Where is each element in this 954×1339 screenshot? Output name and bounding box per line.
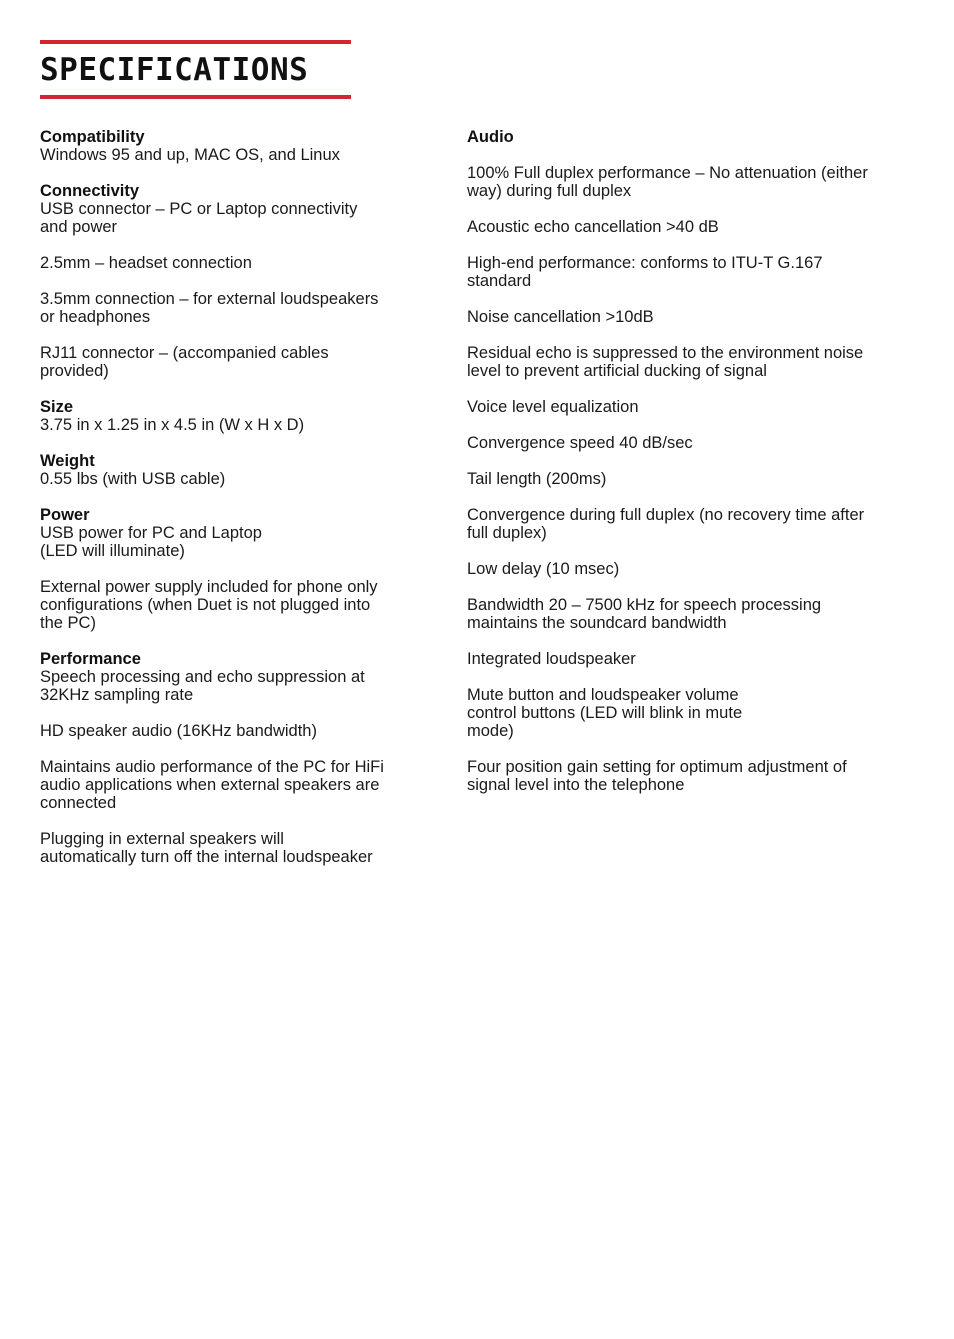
spec-item: 3.5mm connection – for external loudspeakers or headphones <box>40 290 379 326</box>
section-heading: Compatibility <box>40 128 145 146</box>
spec-item: Noise cancellation >10dB <box>467 308 654 326</box>
spec-item: Plugging in external speakers will automatically turn off the internal loudspeaker <box>40 830 373 866</box>
section-heading: Power <box>40 506 90 524</box>
header-bottom-rule <box>40 95 351 99</box>
spec-item: External power supply included for phone only configurations (when Duet is not plugged into the PC) <box>40 578 378 632</box>
spec-item: USB power for PC and Laptop (LED will illuminate) <box>40 524 262 560</box>
spec-item: High-end performance: conforms to ITU-T G.167 standard <box>467 254 823 290</box>
section-heading: Size <box>40 398 74 416</box>
spec-item: Bandwidth 20 – 7500 kHz for speech processing maintains the soundcard bandwidth <box>467 596 822 632</box>
spec-item: Voice level equalization <box>467 398 639 416</box>
right-column <box>467 128 907 812</box>
spec-item: Convergence during full duplex (no recovery time after full duplex) <box>467 506 865 542</box>
spec-item: Maintains audio performance of the PC for HiFi audio applications when external speakers are connected <box>40 758 384 812</box>
spec-section-weight <box>40 452 412 488</box>
section-heading: Connectivity <box>40 182 140 200</box>
section-heading: Audio <box>467 128 514 146</box>
spec-item: 0.55 lbs (with USB cable) <box>40 470 226 488</box>
spec-item: Windows 95 and up, MAC OS, and Linux <box>40 146 340 164</box>
spec-item: RJ11 connector – (accompanied cables provided) <box>40 344 329 380</box>
spec-section-size <box>40 398 412 434</box>
spec-section-performance <box>40 650 412 866</box>
spec-item: 100% Full duplex performance – No attenuation (either way) during full duplex <box>467 164 868 200</box>
spec-item: Acoustic echo cancellation >40 dB <box>467 218 719 236</box>
page-header <box>40 40 351 99</box>
spec-item: Four position gain setting for optimum adjustment of signal level into the telephone <box>467 758 847 794</box>
spec-item: Low delay (10 msec) <box>467 560 620 578</box>
spec-item: 3.75 in x 1.25 in x 4.5 in (W x H x D) <box>40 416 305 434</box>
spec-item: Residual echo is suppressed to the environment noise level to prevent artificial ducking of signal <box>467 344 864 380</box>
page-title: SPECIFICATIONS <box>40 52 309 88</box>
spec-item: Mute button and loudspeaker volume control buttons (LED will blink in mute mode) <box>467 686 743 740</box>
spec-item: Convergence speed 40 dB/sec <box>467 434 693 452</box>
spec-section-audio <box>467 128 907 794</box>
spec-item: 2.5mm – headset connection <box>40 254 252 272</box>
spec-item: Integrated loudspeaker <box>467 650 636 668</box>
section-heading: Weight <box>40 452 95 470</box>
spec-section-compatibility <box>40 128 412 164</box>
spec-section-connectivity <box>40 182 412 380</box>
spec-item: USB connector – PC or Laptop connectivity and power <box>40 200 358 236</box>
spec-section-power <box>40 506 412 632</box>
spec-item: HD speaker audio (16KHz bandwidth) <box>40 722 317 740</box>
left-column <box>40 128 412 884</box>
spec-item: Tail length (200ms) <box>467 470 607 488</box>
spec-item: Speech processing and echo suppression at 32KHz sampling rate <box>40 668 365 704</box>
header-top-rule <box>40 40 351 44</box>
section-heading: Performance <box>40 650 141 668</box>
